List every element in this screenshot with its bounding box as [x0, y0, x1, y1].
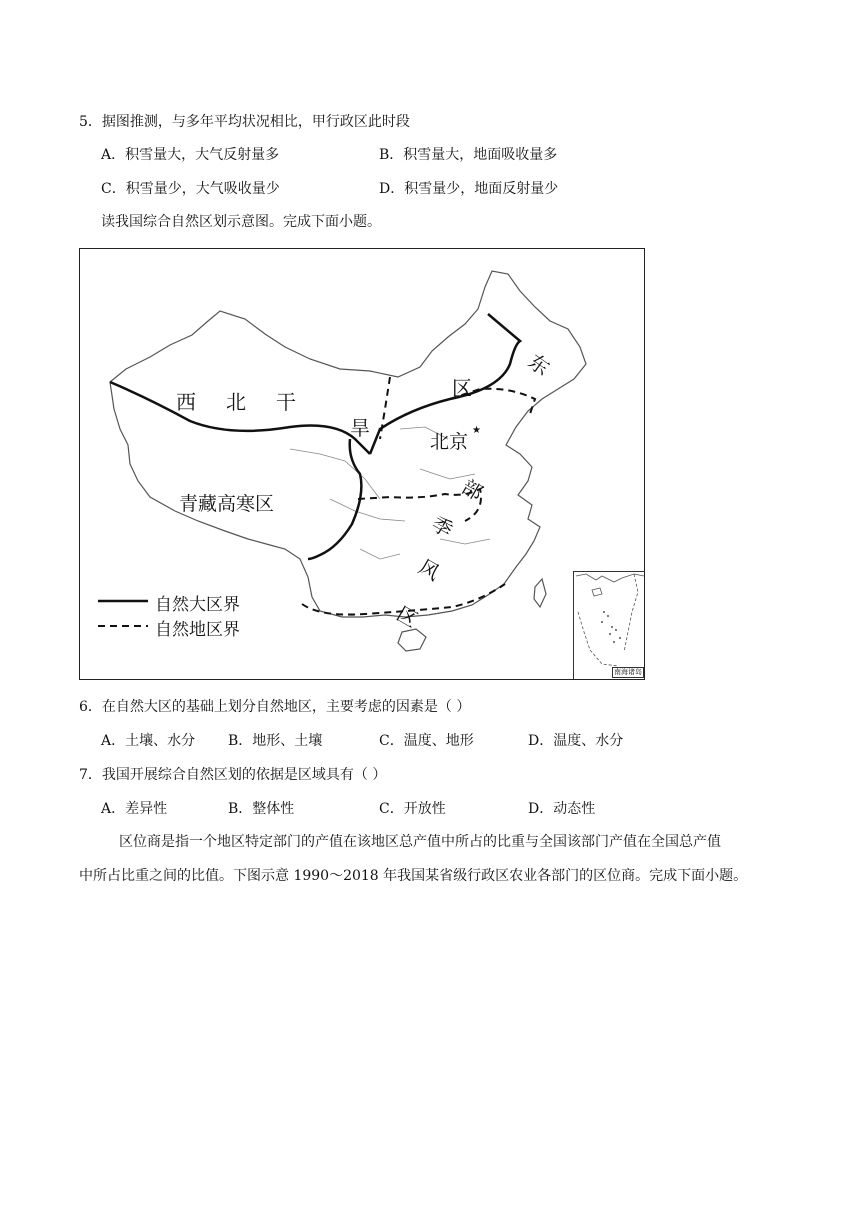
question-6-stem: 6．在自然大区的基础上划分自然地区，主要考虑的因素是（ ） — [79, 699, 471, 715]
label-dong: 东 — [524, 349, 555, 381]
label-bu: 部 — [457, 474, 487, 506]
label-xi: 西 — [176, 390, 196, 414]
label-ji: 季 — [427, 511, 457, 543]
question-7-stem: 7．我国开展综合自然区划的依据是区域具有（ ） — [79, 767, 387, 783]
label-qu-nw: 区 — [452, 376, 472, 400]
location-quotient-para-line1: 区位商是指一个地区特定部门的产值在该地区总产值中所占的比重与全国该部门产值在全国总产值 — [119, 834, 721, 850]
taiwan-island — [534, 579, 546, 607]
q7-option-c: C．开放性 — [379, 801, 446, 817]
label-gan: 干 — [276, 390, 296, 414]
q6-option-a: A．土壤、水分 — [101, 733, 196, 749]
minor-boundary-arid — [380, 377, 390, 439]
q7-option-d: D．动态性 — [528, 801, 596, 817]
major-boundary-qingzang — [308, 439, 361, 559]
china-natural-regions-map — [79, 248, 645, 680]
china-outline — [110, 271, 586, 617]
label-feng: 风 — [414, 554, 444, 586]
legend-dashed-label: 自然地区界 — [155, 620, 240, 640]
beijing-star-icon: ★ — [472, 425, 481, 436]
label-han: 旱 — [350, 416, 370, 440]
location-quotient-para-line2: 中所占比重之间的比值。下图示意 1990～2018 年我国某省级行政区农业各部门的区位商。完成下面小题。 — [79, 868, 748, 884]
q6-option-d: D．温度、水分 — [528, 733, 624, 749]
hainan-island — [398, 629, 426, 651]
q7-option-b: B．整体性 — [228, 801, 295, 817]
q5-option-a: A．积雪量大，大气反射量多 — [101, 147, 280, 163]
inset-label: 南海诸岛 — [614, 668, 642, 676]
inset-drawing — [574, 572, 645, 680]
q7-option-a: A．差异性 — [101, 801, 168, 817]
map-intro-text: 读我国综合自然区划示意图。完成下面小题。 — [101, 214, 381, 230]
question-5-stem: 5．据图推测，与多年平均状况相比，甲行政区此时段 — [79, 114, 410, 130]
label-qingzang: 青藏高寒区 — [179, 493, 275, 515]
q6-option-c: C．温度、地形 — [379, 733, 474, 749]
label-bei: 北 — [226, 390, 246, 414]
label-qu-e: 区 — [392, 601, 422, 633]
q5-option-d: D．积雪量少，地面反射量少 — [379, 181, 559, 197]
q5-option-b: B．积雪量大，地面吸收量多 — [379, 147, 558, 163]
q6-option-b: B．地形、土壤 — [228, 733, 323, 749]
legend-solid-label: 自然大区界 — [155, 595, 240, 615]
label-beijing: 北京 — [430, 431, 469, 453]
south-china-sea-inset — [573, 571, 645, 680]
q5-option-c: C．积雪量少，大气吸收量少 — [101, 181, 280, 197]
